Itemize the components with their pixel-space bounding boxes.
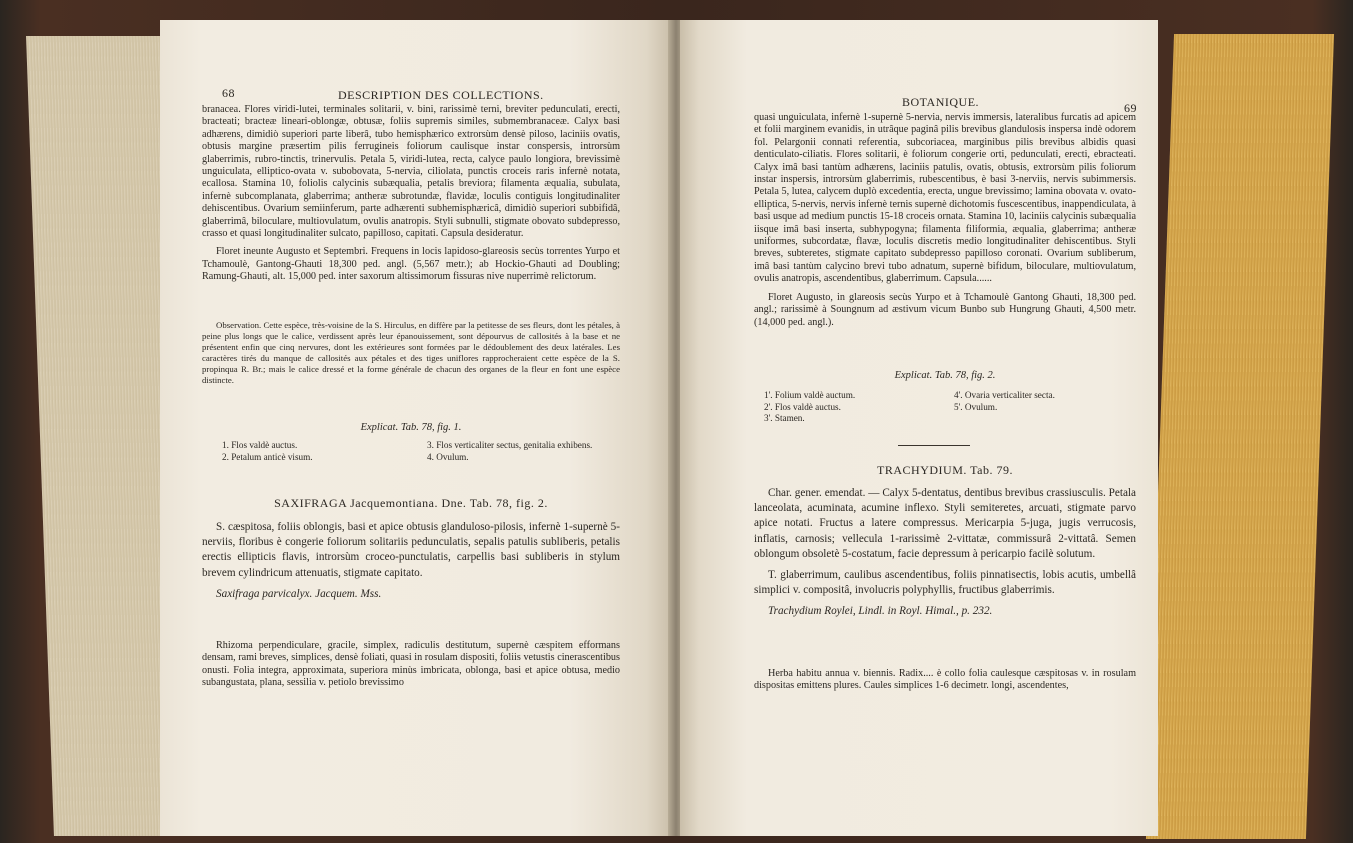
trachydium-diagnosis: T. glaberrimum, caulibus ascendentibus, foliis pinnatisectis, lobis acutis, umbellâ simplici v. compositâ, involucris polyphyllis, fructibus glaberrimis. [754, 569, 1136, 597]
explicat-item: 1'. Folium valdè auctum. [764, 390, 856, 400]
left-description [202, 104, 620, 290]
herba-block [754, 668, 1136, 699]
observation-block [202, 320, 620, 392]
herba-text: Herba habitu annua v. biennis. Radix.... è collo folia caulesque cæspitosas v. in rosulam dispositas emittens plures. Caules simplices 1-6 decimetr. longi, ascendentes, [754, 668, 1136, 692]
right-page-edges [1146, 34, 1334, 839]
left-explicat-title: Explicat. Tab. 78, fig. 1. [360, 422, 462, 433]
trachydium-heading: TRACHYDIUM. Tab. 79. [877, 463, 1013, 477]
explicat-item: 4'. Ovaria verticaliter secta. [954, 390, 1055, 400]
explicat-item: 3'. Stamen. [764, 413, 805, 424]
right-description-paragraph-1: quasi unguiculata, infernè 1-supernè 5-nervia, nervis immersis, lateralibus furcatis ad apicem et folii marginem evanidis, in utrâque paginâ pilis brevibus glandulosis inspersa indè odorem fol. Pelargonii connati referentia, subcoriacea, marginibus pilis brevibus albidis quasi denticulato-ciliatis. Flores solitarii, è foliorum congerie orti, pedunculati, erecti, ebracteati. Calyx imâ basi tantùm adhærens, laciniis patulis, ovatis, obtusis, extrorsùm pilis foliorum instar inspersis, introrsùm glaberrimis, rubescentibus, è basi 3-nerviis, nervis subimmersis. Petala 5, lutea, calycem duplò excedentia, erecta, ungue brevissimo; lamina obovata v. ovato-elliptica, 5-nervis, nervis infernè ternis supernè dichotomis fuscescentibus, inappendiculata, à basi usque ad medium punctis 15-18 croceis ornata. Stamina 10, laciniis calycinis subæqualia iisque imâ basi inserta, subhypogyna; filamenta filiformia, æqualia, glaberrima; antheræ uniformes, subcordatæ, flavæ, loculis discretis medio longitudinaliter dehiscentibus. Styli breves, subteretes, stigmate capitato subdepresso papilloso coronati. Ovarium subliberum, imâ basi tantùm calycino brevi tubo adnatum, supernè bifidum, biloculare, multiovulatum, ovulis anatropis, ascendentibus, glaberrimum. Capsula...... [754, 112, 1136, 285]
left-explicat-list [222, 440, 612, 463]
right-description [754, 112, 1136, 335]
left-page [160, 20, 672, 836]
explicat-item: 4. Ovulum. [427, 451, 469, 462]
right-running-head: BOTANIQUE. [902, 95, 980, 109]
saxifraga-diagnosis: S. cæspitosa, foliis oblongis, basi et apice obtusis glanduloso-pilosis, infernè 1-supernè 5-nerviis, floribus è congerie foliorum solitariis pedunculatis, sepalis patulis subliberis, petalis erectis ellipticis flavis, introrsùm croceo-punctulatis, carpellis basi subliberis in stylum brevem cylindricum attenuatis, stigmate capitato. [202, 521, 620, 579]
trachydium-character: Char. gener. emendat. — Calyx 5-dentatus, dentibus brevibus crassiusculis. Petala lanceolata, acuminata, acumine inflexo. Styli semiteretes, arcuati, stigmate parvo apice notati. Fructus a latere compressus. Mericarpia 5-juga, jugis verrucosis, inflatis, carnosis; vellecula 1-rarissimè 2-vittatæ, commissurâ 2-vittatâ. Semen oblongum obsoletè 5-costatum, facie depressum à pericarpio facilè solutum. [754, 487, 1136, 560]
saxifraga-diagnosis-block [202, 520, 620, 608]
right-page-number: 69 [1124, 101, 1137, 115]
left-description-paragraph-1: branacea. Flores viridi-lutei, terminales solitarii, v. bini, rarissimè terni, breviter pedunculati, erecti, bracteati; bracteæ lineari-oblongæ, obtusæ, foliis supremis similes, submembranaceæ. Calyx basi adhærens, dimidiò superiori parte liberâ, tubo hemisphærico extrorsùm densè piloso, laciniis ovatis, obtusis margine præsertim pilis ferrugineis foliorum caulisque instar conspersis, introrsùm glaberrimis, rubro-tinctis, trinervulis. Petala 5, viridi-lutea, recta, calyce paulo longiora, brevissimè unguiculata, elliptico-ovata v. subobovata, 5-nervia, ciliolata, punctis croceis raris infernè notata, ecallosa. Stamina 10, foliolis calycinis subæqualia, petalis breviora; filamenta æqualia, subulata, infernè subcomplanata, glaberrima; antheræ subrotundæ, flavidæ, loculis contiguis longitudinaliter dehiscentibus. Ovarium semiinferum, parte adhærenti subhemisphæricâ, dimidiò superiori subbifidâ, glaberrimâ, biloculare, multiovulatum, ovulis anatropis. Styli subnulli, stigmate obovato subdepresso, crasso et quasi longitudinaliter sulcato, papilloso, capitati. Capsula desideratur. [202, 104, 620, 240]
right-description-paragraph-2: Floret Augusto, in glareosis secùs Yurpo et à Tchamoulè Gantong Ghauti, 18,300 ped. angl.; rarissimè à Soungnum ad æstivum vicum Bunbo sub Hungrung Ghauti, 4,500 metr. (14,000 ped. angl.). [754, 291, 1136, 328]
saxifraga-heading: SAXIFRAGA Jacquemontiana. Dne. Tab. 78, fig. 2. [274, 496, 548, 510]
rhizoma-text: Rhizoma perpendiculare, gracile, simplex, radiculis destitutum, supernè cæspitem efformans densam, rami breves, simplices, densè foliati, quasi in rosulam dispositi, foliis vetustis cinerascentibus onusti. Folia integra, approximata, superiora minùs imbricata, oblonga, basi et apice obtusa, medio subangustata, plana, sessilia v. petiolo brevissimo [202, 640, 620, 689]
section-divider [898, 445, 970, 446]
saxifraga-synonym: Saxifraga parvicalyx. Jacquem. Mss. [216, 587, 382, 600]
right-page [680, 20, 1158, 836]
trachydium-synonym: Trachydium Roylei, Lindl. in Royl. Himal., p. 232. [768, 605, 993, 618]
rhizoma-block [202, 640, 620, 696]
right-explicat-title: Explicat. Tab. 78, fig. 2. [894, 370, 996, 381]
explicat-item: 3. Flos verticaliter sectus, genitalia exhibens. [427, 440, 593, 450]
trachydium-block [754, 486, 1136, 626]
right-explicat-list [764, 390, 1124, 425]
left-description-paragraph-2: Floret ineunte Augusto et Septembri. Frequens in locis lapidoso-glareosis secùs torrentes Yurpo et Tchamoulè, Gantong-Ghauti 18,300 ped. angl. (5,567 metr.); ab Hockio-Ghauti ad Doubling; Ramung-Ghauti, alt. 15,000 ped. inter saxorum altissimorum fissuras nive nuperrimè relictorum. [202, 246, 620, 283]
explicat-item: 5'. Ovulum. [954, 401, 998, 412]
observation-text: Observation. Cette espèce, très-voisine de la S. Hirculus, en diffère par la petitesse de ses fleurs, dont les pétales, à peine plus longs que le calice, verdissent après leur épanouissement, sont dépourvus de callosités à la base et ne présentent enfin que cinq nervures, dont les extérieures sont formées par le dédoublement des deux latérales. Les caractères tirés du manque de callosités aux pétales et des tiges uniflores rapprocheraient cette espèce de la S. propinqua R. Br.; mais le calice dressé et la forme générale de chacun des organes de la fleur en font une espèce distincte. [202, 320, 620, 385]
left-page-number: 68 [222, 86, 235, 100]
explicat-item: 1. Flos valdè auctus. [222, 440, 298, 450]
explicat-item: 2'. Flos valdè auctus. [764, 401, 841, 412]
explicat-item: 2. Petalum anticè visum. [222, 451, 313, 462]
left-running-head: DESCRIPTION DES COLLECTIONS. [338, 88, 544, 102]
